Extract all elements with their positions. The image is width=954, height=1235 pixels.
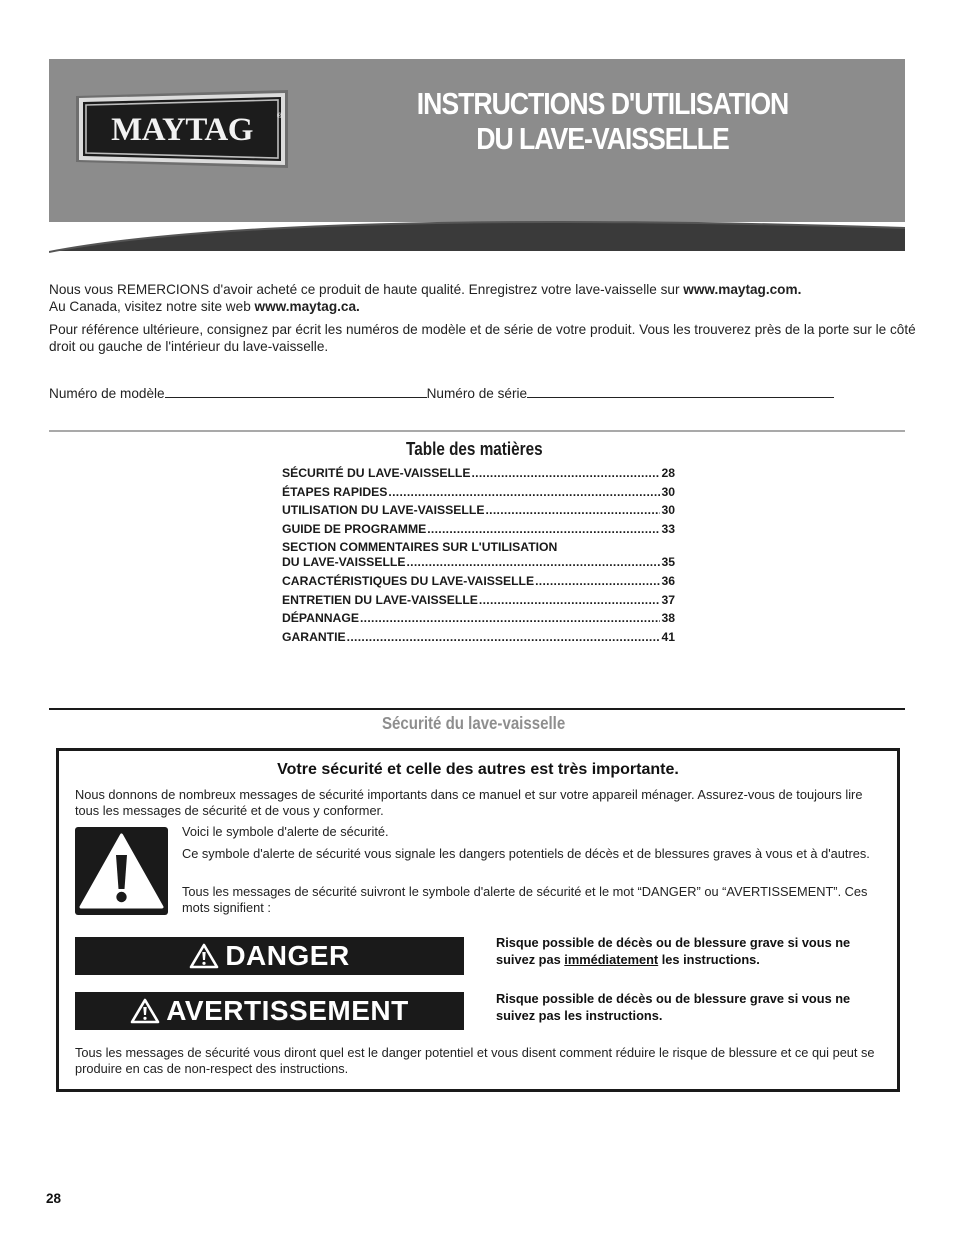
toc-label-line1: SECTION COMMENTAIRES SUR L'UTILISATION	[282, 540, 558, 555]
warning-alert-icon	[130, 998, 160, 1024]
logo-wordmark: MAYTAG	[111, 112, 253, 148]
toc-page: 35	[661, 555, 675, 570]
danger-signal-bar	[75, 937, 464, 975]
maytag-logo-emblem	[72, 88, 292, 172]
toc-page: 36	[661, 573, 675, 588]
symbol-text-3: Tous les messages de sécurité suivront le symbole d'alerte de sécurité et le mot “DANGER” ou “AVERTISSEMENT”. Ces mots signifient :	[182, 884, 868, 915]
toc-label: ÉTAPES RAPIDES	[282, 484, 388, 499]
intro-paragraph-1	[49, 281, 919, 315]
safety-alert-icon	[75, 827, 168, 915]
toc-item-utilisation[interactable]	[282, 503, 675, 518]
symbol-text-2: Ce symbole d'alerte de sécurité vous signale les dangers potentiels de décès et de blessures graves à vous et à d'autres.	[182, 846, 870, 861]
toc-title: Table des matières	[406, 439, 543, 459]
danger-description	[496, 935, 891, 968]
danger-desc-emphasis: immédiatement	[564, 951, 659, 967]
toc-page: 30	[661, 503, 675, 518]
svg-text:®: ®	[277, 113, 283, 120]
toc-item-commentaires[interactable]	[282, 540, 675, 570]
toc-page: 28	[661, 466, 675, 480]
toc-item-entretien[interactable]	[282, 593, 675, 608]
toc-item-securite[interactable]	[282, 466, 675, 481]
toc-page: 30	[661, 484, 675, 499]
warning-description: Risque possible de décès ou de blessure grave si vous ne suivez pas les instructions.	[496, 991, 851, 1023]
toc-label: UTILISATION DU LAVE-VAISSELLE	[282, 503, 485, 518]
toc-label: ENTRETIEN DU LAVE-VAISSELLE	[282, 592, 478, 607]
toc-label: SÉCURITÉ DU LAVE-VAISSELLE	[282, 466, 471, 480]
model-label: Numéro de modèle	[49, 386, 165, 401]
warning-signal-bar	[75, 992, 464, 1030]
serial-number-line[interactable]	[527, 384, 834, 398]
safety-intro: Nous donnons de nombreux messages de sécurité importants dans ce manuel et sur votre appareil ménager. Assurez-vous de toujours lire tous les messages de sécurité et de vous y conformer.	[75, 787, 863, 818]
title-line-2: DU LAVE-VAISSELLE	[476, 121, 729, 156]
table-of-contents	[282, 466, 675, 648]
toc-label: DÉPANNAGE	[282, 611, 359, 626]
toc-label: CARACTÉRISTIQUES DU LAVE-VAISSELLE	[282, 573, 535, 588]
serial-label: Numéro de série	[426, 386, 528, 401]
danger-desc-text: Risque possible de décès ou de blessure grave si vous ne suivez pas	[496, 935, 851, 967]
section-divider	[49, 708, 905, 710]
model-serial-fields	[49, 384, 869, 401]
toc-page: 41	[661, 629, 675, 644]
safety-footer: Tous les messages de sécurité vous diront quel est le danger potentiel et vous disent comment réduire le risque de blessure et ce qui peut se produire en cas de non-respect des instructions.	[75, 1045, 875, 1076]
toc-page: 37	[661, 592, 675, 607]
danger-desc-text-end: les instructions.	[658, 951, 760, 967]
danger-alert-icon	[189, 943, 219, 969]
danger-word: DANGER	[225, 940, 350, 971]
toc-label: GUIDE DE PROGRAMME	[282, 521, 427, 536]
intro-text: Nous vous REMERCIONS d'avoir acheté ce produit de haute qualité. Enregistrez votre lave-vaisselle sur	[49, 282, 684, 297]
intro-canada-text: Au Canada, visitez notre site web	[49, 299, 255, 314]
title-line-1: INSTRUCTIONS D'UTILISATION	[416, 86, 789, 121]
toc-page: 33	[661, 521, 675, 536]
toc-label: GARANTIE	[282, 629, 346, 644]
maytag-logo	[72, 88, 292, 172]
toc-item-guide[interactable]	[282, 522, 675, 537]
toc-label: DU LAVE-VAISSELLE	[282, 555, 406, 570]
toc-page: 38	[661, 611, 675, 626]
toc-item-garantie[interactable]	[282, 630, 675, 645]
divider	[49, 430, 905, 432]
section-heading: Sécurité du lave-vaisselle	[382, 713, 566, 733]
safety-title: Votre sécurité et celle des autres est très importante.	[277, 761, 679, 778]
toc-item-caracteristiques[interactable]	[282, 574, 675, 589]
maytag-ca-link[interactable]: www.maytag.ca.	[254, 299, 360, 314]
toc-item-etapes[interactable]	[282, 485, 675, 500]
page-number: 28	[46, 1191, 62, 1206]
model-number-line[interactable]	[165, 384, 427, 398]
symbol-text-1: Voici le symbole d'alerte de sécurité.	[182, 824, 389, 839]
warning-word: AVERTISSEMENT	[166, 995, 409, 1026]
maytag-com-link[interactable]: www.maytag.com.	[683, 282, 802, 297]
page-title	[334, 86, 872, 156]
header-swoosh	[49, 205, 905, 255]
toc-item-depannage[interactable]	[282, 611, 675, 626]
intro-paragraph-2: Pour référence ultérieure, consignez par écrit les numéros de modèle et de série de votre produit. Vous les trouverez près de la porte sur le côté droit ou gauche de l'intérieur du lave-vaisselle.	[49, 322, 916, 354]
